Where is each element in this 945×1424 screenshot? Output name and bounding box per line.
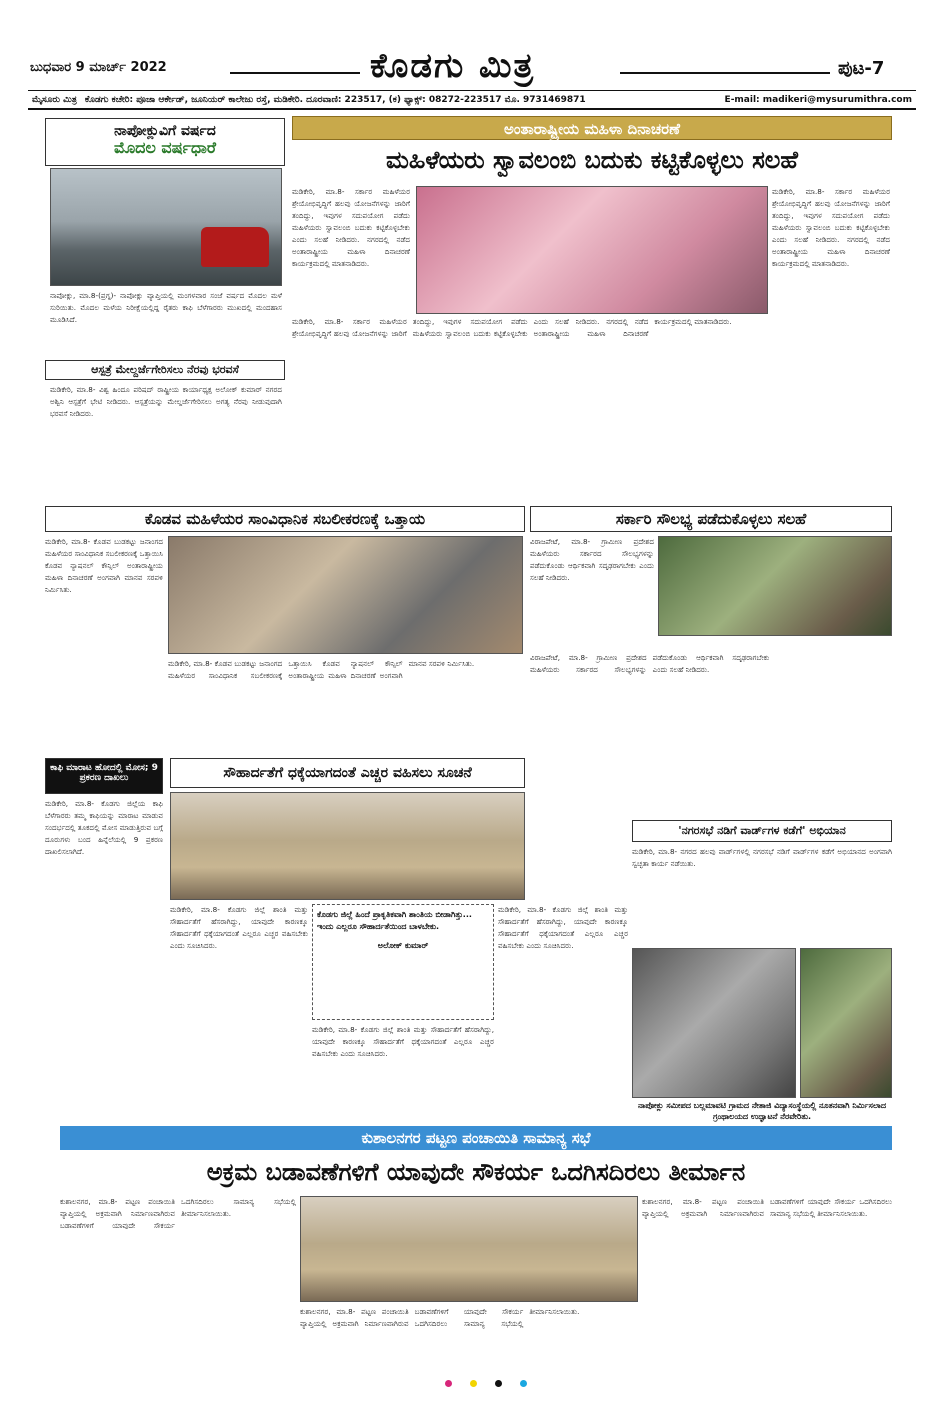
registration-dot-yellow bbox=[470, 1380, 477, 1387]
registration-dot-magenta bbox=[445, 1380, 452, 1387]
govt-benefits-photo bbox=[658, 536, 892, 636]
coffee-body: ಮಡಿಕೇರಿ, ಮಾ.8- ಕೊಡಗು ಜಿಲ್ಲೆಯ ಕಾಫಿ ಬೆಳೆಗಾರರು ತಮ್ಮ ಕಾಫಿಯನ್ನು ಮಾರಾಟ ಮಾಡುವ ಸಂದರ್ಭದಲ್ಲಿ ತೂಕದಲ್ಲಿ ಮೋಸ ಮಾಡುತ್ತಿರುವ ಬಗ್ಗೆ ದೂರುಗಳು ಬಂದ ಹಿನ್ನೆಲೆಯಲ್ಲಿ 9 ಪ್ರಕರಣ ದಾಖಲಿಸಲಾಗಿದೆ. bbox=[45, 799, 163, 856]
rain-kicker: ನಾಪೋಕ್ಲುವಿಗೆ ವರ್ಷದ bbox=[114, 123, 216, 139]
kushalnagar-body: ಕುಶಾಲನಗರ, ಮಾ.8- ಪಟ್ಟಣ ಪಂಚಾಯಿತಿ ವ್ಯಾಪ್ತಿಯಲ್ಲಿ ಅಕ್ರಮವಾಗಿ ನಿರ್ಮಾಣವಾಗಿರುವ ಬಡಾವಣೆಗಳಿಗೆ ಯಾವುದೇ ಸೌಕರ್ಯ ಒದಗಿಸದಿರಲು ಸಾಮಾನ್ಯ ಸಭೆಯಲ್ಲಿ ತೀರ್ಮಾನಿಸಲಾಯಿತು. bbox=[60, 1197, 296, 1230]
harmony-quote: ಕೊಡಗು ಜಿಲ್ಲೆ ಹಿಂದೆ ಪ್ರಾಕೃತಿಕವಾಗಿ ಶಾಂತಿಯ ಬೀಡಾಗಿತ್ತು... ಇಂದು ಎಲ್ಲರೂ ಸೌಹಾರ್ದತೆಯಿಂದ ಬಾಳಬೇಕು. bbox=[317, 910, 472, 931]
library-caption: ನಾಪೋಕ್ಲು ಸಮೀಪದ ಬಲ್ಲಮಾವಟಿ ಗ್ರಾಮದ ನೇತಾಜಿ ವಿದ್ಯಾಸಂಸ್ಥೆಯಲ್ಲಿ ನೂತನವಾಗಿ ನಿರ್ಮಿಸಲಾದ ಗ್ರಂಥಾಲಯದ ಉದ್ಘಾಟನೆ ನೆರವೇರಿತು. bbox=[637, 1101, 886, 1121]
harmony-headline-box bbox=[170, 758, 525, 788]
womens-day-photo bbox=[416, 186, 768, 314]
kodava-headline-box bbox=[45, 506, 525, 532]
govt-benefits-headline-box bbox=[530, 506, 892, 532]
kushalnagar-body-col3: ಕುಶಾಲನಗರ, ಮಾ.8- ಪಟ್ಟಣ ಪಂಚಾಯಿತಿ ವ್ಯಾಪ್ತಿಯಲ್ಲಿ ಅಕ್ರಮವಾಗಿ ನಿರ್ಮಾಣವಾಗಿರುವ ಬಡಾವಣೆಗಳಿಗೆ ಯಾವುದೇ ಸೌಕರ್ಯ ಒದಗಿಸದಿರಲು ಸಾಮಾನ್ಯ ಸಭೆಯಲ್ಲಿ ತೀರ್ಮಾನಿಸಲಾಯಿತು. bbox=[642, 1197, 892, 1218]
kushalnagar-headline: ಅಕ್ರಮ ಬಡಾವಣೆಗಳಿಗೆ ಯಾವುದೇ ಸೌಕರ್ಯ ಒದಗಿಸದಿರಲು ತೀರ್ಮಾನ bbox=[206, 1158, 746, 1186]
harmony-quote-box bbox=[312, 904, 494, 1020]
office-address: ಕೊಡಗು ಕಚೇರಿ: ಪೂಜಾ ಆರ್ಕೇಡ್, ಜೂನಿಯರ್ ಕಾಲೇಜು ರಸ್ತೆ, ಮಡಿಕೇರಿ. ದೂರವಾಣಿ: 223517, (ಕ) ಫ್ಯಾಕ್ಸ್: 08272-223517 ಮೊ. 9731469871 bbox=[84, 94, 586, 105]
kushalnagar-meeting-photo bbox=[300, 1196, 638, 1302]
kodava-body-continued: ಮಡಿಕೇರಿ, ಮಾ.8- ಕೊಡವ ಬುಡಕಟ್ಟು ಜನಾಂಗದ ಮಹಿಳೆಯರ ಸಾಂವಿಧಾನಿಕ ಸಬಲೀಕರಣಕ್ಕೆ ಒತ್ತಾಯಿಸಿ ಕೊಡವ ನ್ಯಾಷನಲ್ ಕೌನ್ಸಿಲ್ ಅಂತಾರಾಷ್ಟ್ರೀಯ ಮಹಿಳಾ ದಿನಾಚರಣೆ ಅಂಗವಾಗಿ ಮಾನವ ಸರಪಳಿ ನಿರ್ಮಿಸಿತು. bbox=[168, 659, 475, 680]
womens-day-kicker: ಅಂತಾರಾಷ್ಟ್ರೀಯ ಮಹಿಳಾ ದಿನಾಚರಣೆ bbox=[292, 116, 892, 140]
womens-day-body-col1: ಮಡಿಕೇರಿ, ಮಾ.8- ಸರ್ಕಾರ ಮಹಿಳೆಯರ ಶ್ರೇಯೋಭಿವೃದ್ಧಿಗೆ ಹಲವು ಯೋಜನೆಗಳನ್ನು ಜಾರಿಗೆ ತಂದಿದ್ದು, ಇವುಗಳ ಸದುಪಯೋಗ ಪಡೆದು ಮಹಿಳೆಯರು ಸ್ವಾವಲಂಬಿ ಬದುಕು ಕಟ್ಟಿಕೊಳ್ಳಬೇಕು ಎಂದು ಸಲಹೆ ನೀಡಿದರು. ನಗರದಲ್ಲಿ ನಡೆದ ಅಂತಾರಾಷ್ಟ್ರೀಯ ಮಹಿಳಾ ದಿನಾಚರಣೆ ಕಾರ್ಯಕ್ರಮದಲ್ಲಿ ಮಾತನಾಡಿದರು. bbox=[292, 187, 410, 268]
kodava-headline: ಕೊಡವ ಮಹಿಳೆಯರ ಸಾಂವಿಧಾನಿಕ ಸಬಲೀಕರಣಕ್ಕೆ ಒತ್ತಾಯ bbox=[144, 510, 426, 528]
womens-day-headline: ಮಹಿಳೆಯರು ಸ್ವಾವಲಂಬಿ ಬದುಕು ಕಟ್ಟಿಕೊಳ್ಳಲು ಸಲಹೆ bbox=[386, 146, 798, 174]
kodava-body: ಮಡಿಕೇರಿ, ಮಾ.8- ಕೊಡವ ಬುಡಕಟ್ಟು ಜನಾಂಗದ ಮಹಿಳೆಯರ ಸಾಂವಿಧಾನಿಕ ಸಬಲೀಕರಣಕ್ಕೆ ಒತ್ತಾಯಿಸಿ ಕೊಡವ ನ್ಯಾಷನಲ್ ಕೌನ್ಸಿಲ್ ಅಂತಾರಾಷ್ಟ್ರೀಯ ಮಹಿಳಾ ದಿನಾಚರಣೆ ಅಂಗವಾಗಿ ಮಾನವ ಸರಪಳಿ ನಿರ್ಮಿಸಿತು. bbox=[45, 537, 163, 594]
library-photo-1 bbox=[632, 948, 796, 1098]
masthead-rule-left bbox=[230, 72, 360, 74]
hospital-body: ಮಡಿಕೇರಿ, ಮಾ.8- ವಿಶ್ವ ಹಿಂದೂ ಪರಿಷದ್ ರಾಷ್ಟ್ರೀಯ ಕಾರ್ಯಾಧ್ಯಕ್ಷ ಅಲೋಕ್ ಕುಮಾರ್ ನಗರದ ಅಶ್ವಿನಿ ಆಸ್ಪತ್ರೆಗೆ ಭೇಟಿ ನೀಡಿದರು. ಆಸ್ಪತ್ರೆಯನ್ನು ಮೇಲ್ದರ್ಜೆಗೇರಿಸಲು ಅಗತ್ಯ ನೆರವು ನೀಡುವುದಾಗಿ ಭರವಸೆ ನೀಡಿದರು. bbox=[50, 385, 282, 418]
kushalnagar-kicker: ಕುಶಾಲನಗರ ಪಟ್ಟಣ ಪಂಚಾಯಿತಿ ಸಾಮಾನ್ಯ ಸಭೆ bbox=[60, 1126, 892, 1150]
rain-body: ನಾಪೋಕ್ಲು, ಮಾ.8-(ಪ್ರಗ್ನ)- ನಾಪೋಕ್ಲು ವ್ಯಾಪ್ತಿಯಲ್ಲಿ ಮಂಗಳವಾರ ಸಂಜೆ ವರ್ಷದ ಮೊದಲ ಮಳೆ ಸುರಿಯಿತು. ಮೊದಲ ಮಳೆಯ ನಿರೀಕ್ಷೆಯಲ್ಲಿದ್ದ ರೈತರು ಕಾಫಿ ಬೆಳೆಗಾರರು ಮುಖದಲ್ಲಿ ಮಂದಹಾಸ ಮೂಡಿಸಿದೆ. bbox=[50, 291, 282, 324]
registration-dot-cyan bbox=[520, 1380, 527, 1387]
govt-benefits-body: ವಿರಾಜಪೇಟೆ, ಮಾ.8- ಗ್ರಾಮೀಣ ಪ್ರದೇಶದ ಮಹಿಳೆಯರು ಸರ್ಕಾರದ ಸೌಲಭ್ಯಗಳನ್ನು ಪಡೆದುಕೊಂಡು ಆರ್ಥಿಕವಾಗಿ ಸದೃಢರಾಗಬೇಕು ಎಂದು ಸಲಹೆ ನೀಡಿದರು. bbox=[530, 537, 654, 582]
nagarasabhe-headline-box bbox=[632, 820, 892, 842]
publisher-name: ಮೈಸೂರು ಮಿತ್ರ bbox=[32, 94, 77, 105]
registration-dot-black bbox=[495, 1380, 502, 1387]
hospital-headline-box bbox=[45, 360, 285, 380]
rain-headline-box bbox=[45, 118, 285, 166]
womens-day-body-continued: ಮಡಿಕೇರಿ, ಮಾ.8- ಸರ್ಕಾರ ಮಹಿಳೆಯರ ಶ್ರೇಯೋಭಿವೃದ್ಧಿಗೆ ಹಲವು ಯೋಜನೆಗಳನ್ನು ಜಾರಿಗೆ ತಂದಿದ್ದು, ಇವುಗಳ ಸದುಪಯೋಗ ಪಡೆದು ಮಹಿಳೆಯರು ಸ್ವಾವಲಂಬಿ ಬದುಕು ಕಟ್ಟಿಕೊಳ್ಳಬೇಕು ಎಂದು ಸಲಹೆ ನೀಡಿದರು. ನಗರದಲ್ಲಿ ನಡೆದ ಅಂತಾರಾಷ್ಟ್ರೀಯ ಮಹಿಳಾ ದಿನಾಚರಣೆ ಕಾರ್ಯಕ್ರಮದಲ್ಲಿ ಮಾತನಾಡಿದರು. bbox=[292, 317, 732, 338]
harmony-body: ಮಡಿಕೇರಿ, ಮಾ.8- ಕೊಡಗು ಜಿಲ್ಲೆ ಶಾಂತಿ ಮತ್ತು ಸೌಹಾರ್ದತೆಗೆ ಹೆಸರಾಗಿದ್ದು, ಯಾವುದೇ ಕಾರಣಕ್ಕೂ ಸೌಹಾರ್ದತೆಗೆ ಧಕ್ಕೆಯಾಗದಂತೆ ಎಲ್ಲರೂ ಎಚ್ಚರ ವಹಿಸಬೇಕು ಎಂದು ಸೂಚಿಸಿದರು. bbox=[170, 905, 308, 950]
page-number: ಪುಟ-7 bbox=[838, 58, 885, 79]
hospital-headline: ಆಸ್ಪತ್ರೆ ಮೇಲ್ದರ್ಜೆಗೇರಿಸಲು ನೆರವು ಭರವಸೆ bbox=[91, 363, 239, 376]
harmony-body-col3: ಮಡಿಕೇರಿ, ಮಾ.8- ಕೊಡಗು ಜಿಲ್ಲೆ ಶಾಂತಿ ಮತ್ತು ಸೌಹಾರ್ದತೆಗೆ ಹೆಸರಾಗಿದ್ದು, ಯಾವುದೇ ಕಾರಣಕ್ಕೂ ಸೌಹಾರ್ದತೆಗೆ ಧಕ್ಕೆಯಾಗದಂತೆ ಎಲ್ಲರೂ ಎಚ್ಚರ ವಹಿಸಬೇಕು ಎಂದು ಸೂಚಿಸಿದರು. bbox=[498, 905, 628, 950]
rain-headline: ಮೊದಲ ವರ್ಷಧಾರೆ bbox=[114, 138, 216, 158]
library-photo-2 bbox=[800, 948, 892, 1098]
govt-benefits-headline: ಸರ್ಕಾರಿ ಸೌಲಭ್ಯ ಪಡೆದುಕೊಳ್ಳಲು ಸಲಹೆ bbox=[615, 510, 807, 528]
kushalnagar-body-continued: ಕುಶಾಲನಗರ, ಮಾ.8- ಪಟ್ಟಣ ಪಂಚಾಯಿತಿ ವ್ಯಾಪ್ತಿಯಲ್ಲಿ ಅಕ್ರಮವಾಗಿ ನಿರ್ಮಾಣವಾಗಿರುವ ಬಡಾವಣೆಗಳಿಗೆ ಯಾವುದೇ ಸೌಕರ್ಯ ಒದಗಿಸದಿರಲು ಸಾಮಾನ್ಯ ಸಭೆಯಲ್ಲಿ ತೀರ್ಮಾನಿಸಲಾಯಿತು. bbox=[300, 1307, 580, 1328]
harmony-body-continued: ಮಡಿಕೇರಿ, ಮಾ.8- ಕೊಡಗು ಜಿಲ್ಲೆ ಶಾಂತಿ ಮತ್ತು ಸೌಹಾರ್ದತೆಗೆ ಹೆಸರಾಗಿದ್ದು, ಯಾವುದೇ ಕಾರಣಕ್ಕೂ ಸೌಹಾರ್ದತೆಗೆ ಧಕ್ಕೆಯಾಗದಂತೆ ಎಲ್ಲರೂ ಎಚ್ಚರ ವಹಿಸಬೇಕು ಎಂದು ಸೂಚಿಸಿದರು. bbox=[312, 1025, 494, 1058]
coffee-headline: ಕಾಫಿ ಮಾರಾಟ ಹೋದಲ್ಲಿ ಮೋಸ; 9 ಪ್ರಕರಣ ದಾಖಲು bbox=[50, 763, 158, 784]
harmony-meeting-photo bbox=[170, 792, 525, 900]
harmony-headline: ಸೌಹಾರ್ದತೆಗೆ ಧಕ್ಕೆಯಾಗದಂತೆ ಎಚ್ಚರ ವಹಿಸಲು ಸೂಚನೆ bbox=[223, 765, 472, 781]
kodava-photo bbox=[168, 536, 523, 654]
newspaper-title: ಕೊಡಗು ಮಿತ್ರ bbox=[370, 46, 536, 86]
harmony-quote-author: ಅಲೋಕ್ ಕುಮಾರ್ bbox=[377, 941, 429, 950]
publisher-info-bar bbox=[28, 90, 916, 110]
coffee-headline-box bbox=[45, 758, 163, 794]
rain-street-photo bbox=[50, 168, 282, 286]
nagarasabhe-body: ಮಡಿಕೇರಿ, ಮಾ.8- ನಗರದ ಹಲವು ವಾರ್ಡ್‌ಗಳಲ್ಲಿ ನಗರಸಭೆ ನಡಿಗೆ ವಾರ್ಡ್‌ಗಳ ಕಡೆಗೆ ಅಭಿಯಾನದ ಅಂಗವಾಗಿ ಸ್ವಚ್ಛತಾ ಕಾರ್ಯ ನಡೆಯಿತು. bbox=[632, 847, 892, 868]
red-van bbox=[201, 227, 269, 267]
issue-date: ಬುಧವಾರ 9 ಮಾರ್ಚ್ 2022 bbox=[30, 60, 167, 75]
nagarasabhe-headline: 'ನಗರಸಭೆ ನಡಿಗೆ ವಾರ್ಡ್‌ಗಳ ಕಡೆಗೆ' ಅಭಿಯಾನ bbox=[678, 824, 846, 837]
womens-day-body-col2: ಮಡಿಕೇರಿ, ಮಾ.8- ಸರ್ಕಾರ ಮಹಿಳೆಯರ ಶ್ರೇಯೋಭಿವೃದ್ಧಿಗೆ ಹಲವು ಯೋಜನೆಗಳನ್ನು ಜಾರಿಗೆ ತಂದಿದ್ದು, ಇವುಗಳ ಸದುಪಯೋಗ ಪಡೆದು ಮಹಿಳೆಯರು ಸ್ವಾವಲಂಬಿ ಬದುಕು ಕಟ್ಟಿಕೊಳ್ಳಬೇಕು ಎಂದು ಸಲಹೆ ನೀಡಿದರು. ನಗರದಲ್ಲಿ ನಡೆದ ಅಂತಾರಾಷ್ಟ್ರೀಯ ಮಹಿಳಾ ದಿನಾಚರಣೆ ಕಾರ್ಯಕ್ರಮದಲ್ಲಿ ಮಾತನಾಡಿದರು. bbox=[772, 187, 890, 268]
masthead-rule-right bbox=[620, 72, 830, 74]
contact-email[interactable]: E-mail: madikeri@mysurumithra.com bbox=[724, 94, 912, 105]
govt-benefits-body-continued: ವಿರಾಜಪೇಟೆ, ಮಾ.8- ಗ್ರಾಮೀಣ ಪ್ರದೇಶದ ಮಹಿಳೆಯರು ಸರ್ಕಾರದ ಸೌಲಭ್ಯಗಳನ್ನು ಪಡೆದುಕೊಂಡು ಆರ್ಥಿಕವಾಗಿ ಸದೃಢರಾಗಬೇಕು ಎಂದು ಸಲಹೆ ನೀಡಿದರು. bbox=[530, 653, 770, 674]
